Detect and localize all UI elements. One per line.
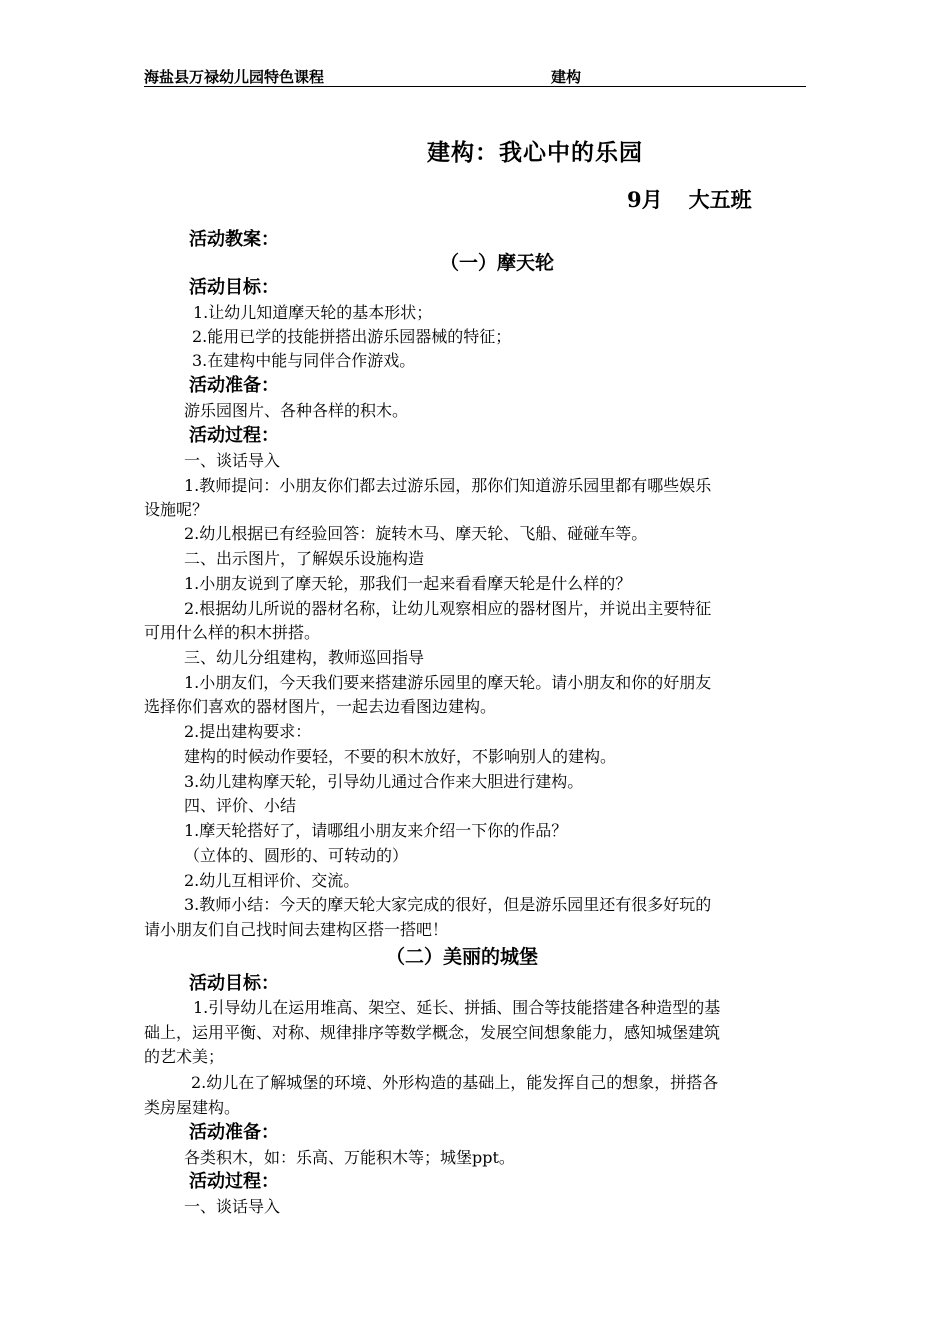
document-subtitle: [627, 184, 752, 214]
process-line: 2.幼儿根据已有经验回答：旋转木马、摩天轮、飞船、碰碰车等。: [184, 524, 648, 543]
process-line: 建构的时候动作要轻，不要的积木放好，不影响别人的建构。: [184, 747, 617, 766]
process-line: 可用什么样的积木拼搭。: [144, 623, 321, 642]
section1-process-label: 活动过程：: [189, 425, 279, 446]
section2-goal: 础上，运用平衡、对称、规律排序等数学概念，发展空间想象能力，感知城堡建筑: [144, 1023, 721, 1042]
process-line: 3.教师小结：今天的摩天轮大家完成的很好，但是游乐园里还有很多好玩的: [184, 895, 712, 914]
section2-process-label: 活动过程：: [189, 1171, 279, 1192]
subtitle-month: 9月: [627, 187, 663, 212]
section1-goal-label: 活动目标：: [189, 277, 279, 298]
process-line: 3.幼儿建构摩天轮，引导幼儿通过合作来大胆进行建构。: [184, 772, 584, 791]
page-header: [144, 66, 806, 87]
process-line: 1.小朋友说到了摩天轮，那我们一起来看看摩天轮是什么样的？: [184, 574, 632, 593]
section2-prep-label: 活动准备：: [189, 1122, 279, 1143]
section1-goal: 2.能用已学的技能拼搭出游乐园器械的特征；: [192, 327, 512, 346]
process-line: 一、谈话导入: [184, 1197, 281, 1216]
process-line: （立体的、圆形的、可转动的）: [184, 846, 409, 865]
section1-prep: 游乐园图片、各种各样的积木。: [184, 401, 409, 420]
process-line: 四、评价、小结: [184, 796, 297, 815]
header-school-name: 海盐县万禄幼儿园特色课程: [144, 68, 325, 86]
header-subject: 建构: [551, 68, 582, 86]
section2-goal: 的艺术美；: [144, 1047, 225, 1066]
process-line: 2.幼儿互相评价、交流。: [184, 871, 360, 890]
process-line: 2.根据幼儿所说的器材名称，让幼儿观察相应的器材图片，并说出主要特征: [184, 599, 712, 618]
process-line: 选择你们喜欢的器材图片，一起去边看图边建构。: [144, 697, 497, 716]
process-line: 二、出示图片，了解娱乐设施构造: [184, 549, 425, 568]
section1-prep-label: 活动准备：: [189, 375, 279, 396]
process-line: 设施呢？: [144, 500, 209, 519]
document-title: 建构：我心中的乐园: [427, 139, 643, 166]
section2-prep: 各类积木，如：乐高、万能积木等；城堡ppt。: [184, 1148, 515, 1167]
process-line: 三、幼儿分组建构，教师巡回指导: [184, 648, 425, 667]
process-line: 一、谈话导入: [184, 451, 281, 470]
process-line: 1.摩天轮搭好了，请哪组小朋友来介绍一下你的作品？: [184, 821, 568, 840]
process-line: 1.教师提问：小朋友你们都去过游乐园，那你们知道游乐园里都有哪些娱乐: [184, 476, 712, 495]
section1-goal: 3.在建构中能与同伴合作游戏。: [192, 351, 416, 370]
process-line: 2.提出建构要求：: [184, 722, 312, 741]
section2-goal: 类房屋建构。: [144, 1098, 241, 1117]
process-line: 请小朋友们自己找时间去建构区搭一搭吧！: [144, 920, 449, 939]
section1-heading: （一）摩天轮: [440, 252, 555, 274]
section2-heading: （二）美丽的城堡: [386, 946, 539, 968]
section1-goal: 1.让幼儿知道摩天轮的基本形状；: [193, 303, 433, 322]
plan-label: 活动教案：: [189, 229, 279, 250]
section2-goal-label: 活动目标：: [189, 973, 279, 994]
process-line: 1.小朋友们，今天我们要来搭建游乐园里的摩天轮。请小朋友和你的好朋友: [184, 673, 712, 692]
section2-goal: 2.幼儿在了解城堡的环境、外形构造的基础上，能发挥自己的想象，拼搭各: [191, 1073, 719, 1092]
subtitle-class: 大五班: [688, 187, 752, 212]
section2-goal: 1.引导幼儿在运用堆高、架空、延长、拼插、围合等技能搭建各种造型的基: [193, 998, 721, 1017]
